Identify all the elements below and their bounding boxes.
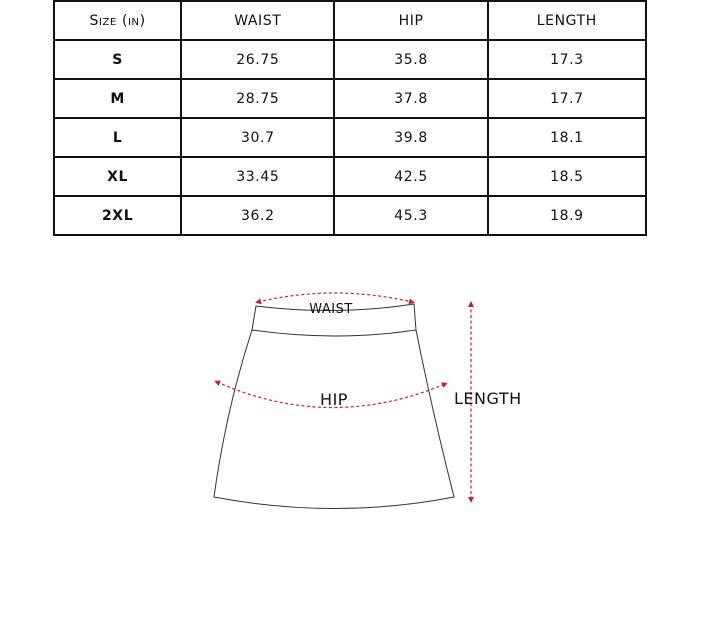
length-cell: 17.3 [488, 40, 646, 79]
header-length: LENGTH [488, 1, 646, 40]
size-cell: L [54, 118, 181, 157]
header-size: Size (in) [54, 1, 181, 40]
waist-cell: 36.2 [181, 196, 334, 235]
hip-cell: 45.3 [334, 196, 487, 235]
length-cell: 18.9 [488, 196, 646, 235]
length-cell: 18.1 [488, 118, 646, 157]
waist-arrow [258, 293, 412, 302]
waist-cell: 30.7 [181, 118, 334, 157]
header-hip: HIP [334, 1, 487, 40]
hip-cell: 37.8 [334, 79, 487, 118]
waist-label: WAIST [309, 302, 353, 317]
hip-label: HIP [320, 390, 348, 409]
waist-cell: 26.75 [181, 40, 334, 79]
hip-cell: 39.8 [334, 118, 487, 157]
skirt-body-shape [214, 330, 454, 509]
size-cell: M [54, 79, 181, 118]
length-cell: 18.5 [488, 157, 646, 196]
waist-cell: 28.75 [181, 79, 334, 118]
waist-cell: 33.45 [181, 157, 334, 196]
hip-cell: 42.5 [334, 157, 487, 196]
size-cell: 2XL [54, 196, 181, 235]
size-cell: XL [54, 157, 181, 196]
size-cell: S [54, 40, 181, 79]
length-cell: 17.7 [488, 79, 646, 118]
header-waist: WAIST [181, 1, 334, 40]
hip-cell: 35.8 [334, 40, 487, 79]
length-label: LENGTH [454, 389, 522, 408]
